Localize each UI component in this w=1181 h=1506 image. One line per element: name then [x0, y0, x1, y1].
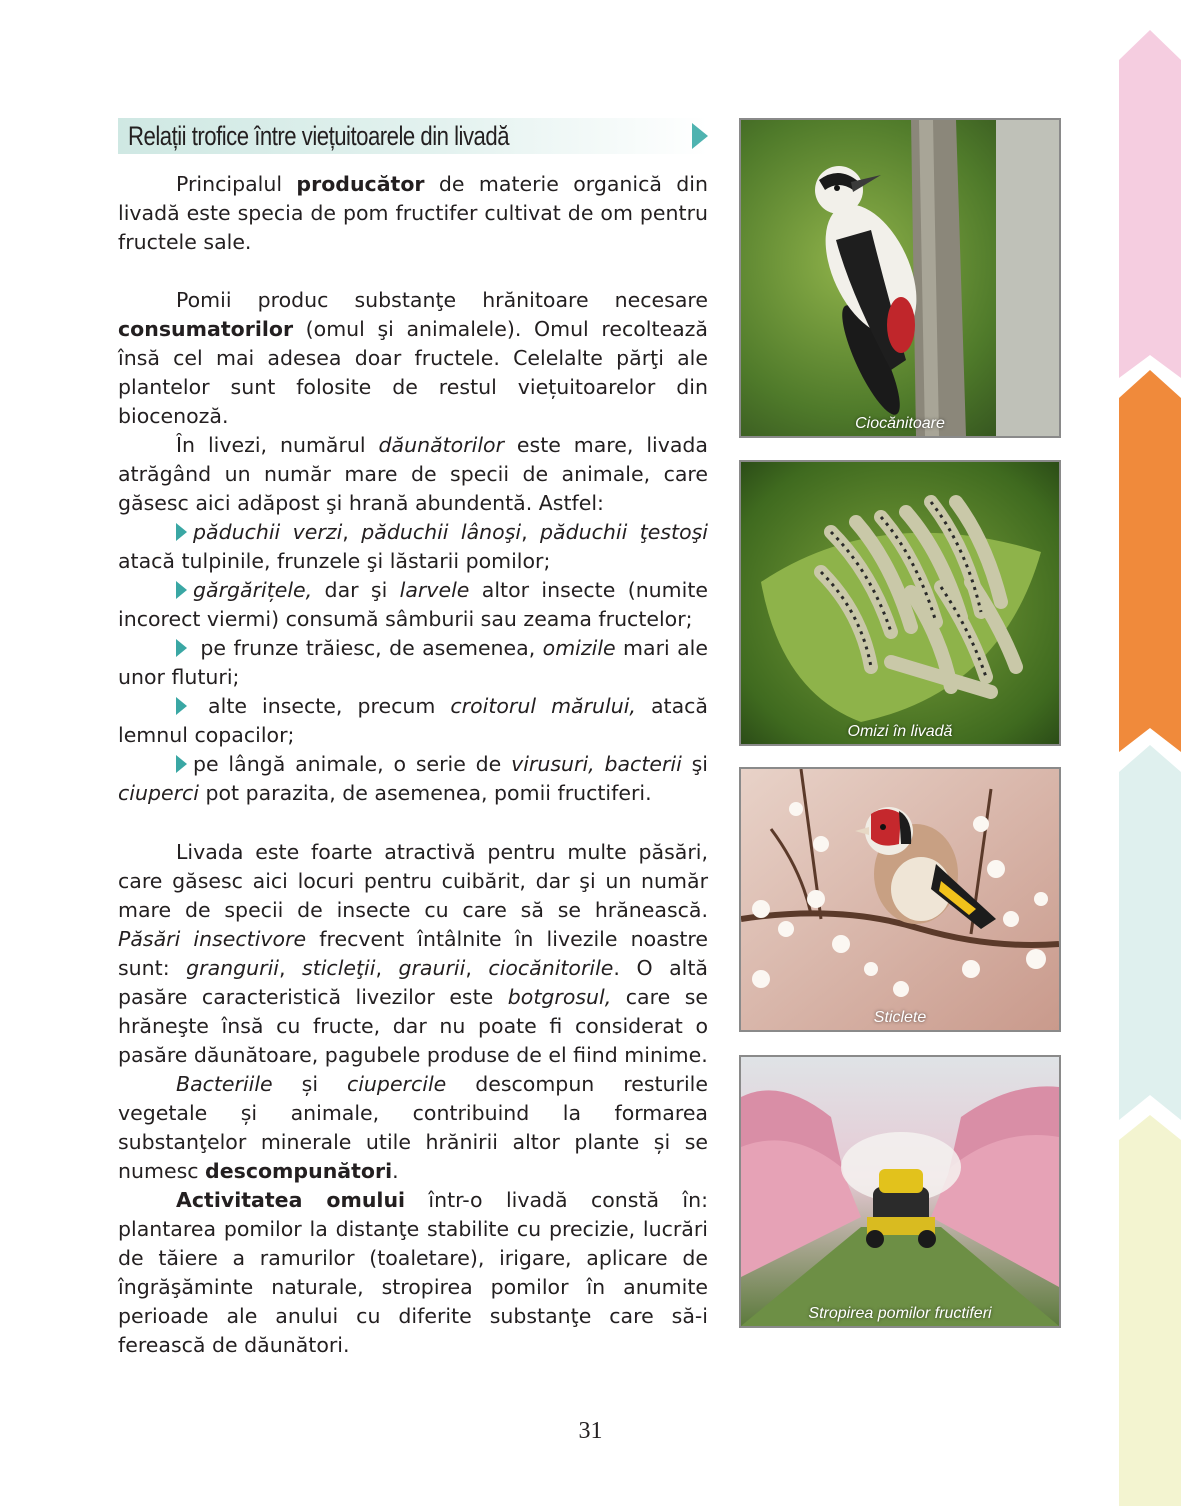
photo-spraying	[739, 1055, 1061, 1328]
photo-caption: Omizi în livadă	[847, 723, 953, 740]
paragraph-consumers: Pomii produc substanţe hrănitoare necesare consumatorilor (omul şi animalele). Omul recoltează însă cel mai adesea doar fructele. Celelalte părţi ale plantelor sunt folosite de restul viețuitoarelor din biocenoză.	[118, 288, 708, 428]
list-item: păduchii verzi, păduchii lânoşi, păduchii ţestoşi atacă tulpinile, frunzele şi lăstarii pomilor;	[118, 520, 708, 573]
list-item: alte insecte, precum croitorul mărului, atacă lemnul copacilor;	[118, 694, 708, 747]
bullet-arrow-icon	[176, 639, 187, 657]
photo-caption: Stropirea pomilor fructiferi	[808, 1305, 992, 1322]
paragraph-producer: Principalul producător de materie organică din livadă este specia de pom fructifer cultivat de om pentru fructele sale.	[118, 172, 708, 254]
photo-goldfinch	[739, 767, 1061, 1032]
list-item: pe lângă animale, o serie de virusuri, bacterii şi ciuperci pot parazita, de asemenea, pomii fructiferi.	[118, 752, 708, 805]
section-title: Relații trofice între viețuitoarele din livadă	[128, 121, 510, 151]
photo-caption: Ciocănitoare	[855, 415, 945, 432]
tab-orange	[1119, 370, 1181, 752]
photo-caterpillars	[739, 460, 1061, 746]
paragraph-birds: Livada este foarte atractivă pentru multe păsări, care găsesc aici locuri pentru cuibărit, dar şi un număr mare de specii de insecte cu care să se hrănească. Păsări insectivore frecvent întâlnite în livezile noastre sunt: grangurii, sticleţii, graurii, ciocănitorile. O altă pasăre caracteristică livezilor este botgrosul, care se hrăneşte însă cu fructe, dar nu poate fi considerat o pasăre dăunătoare, pagubele produse de el fiind minime. Bacteriile și ciupercile descompun resturile vegetale și animale, contribuind la formarea substanţelor minerale utile hrănirii altor plante și se numesc descompunători.	[118, 838, 708, 1186]
list-item: gărgărițele, dar şi larvele altor insecte (numite incorect viermi) consumă sâmburii sau zeama fructelor;	[118, 578, 708, 631]
bullet-arrow-icon	[176, 523, 187, 541]
paragraph-decomposers: Bacteriile și ciupercile descompun resturile vegetale și animale, contribuind la formarea substanţelor minerale utile hrănirii altor plante și se numesc descompunători.	[118, 1072, 708, 1183]
bullet-arrow-icon	[176, 697, 187, 715]
bullet-arrow-icon	[176, 755, 187, 773]
photo-woodpecker	[739, 118, 1061, 438]
bullet-arrow-icon	[176, 581, 187, 599]
edge-tabs	[1119, 0, 1181, 1506]
header-arrow-icon	[692, 123, 708, 149]
tab-pink	[1119, 30, 1181, 378]
tab-mint	[1119, 745, 1181, 1120]
section-header	[118, 118, 708, 154]
paragraph-pests: În livezi, numărul dăunătorilor este mare, livada atrăgând un număr mare de specii de animale, care găsesc aici adăpost şi hrană abundentă. Astfel: păduchii verzi, păduchii lânoşi, păduchii ţestoşi atacă tulpinile, frunzele şi lăstarii pomilor; gărgărițele, dar şi larvele altor insecte (numite incorect viermi) consumă sâmburii sau zeama fructelor; pe frunze trăiesc, de asemenea, omizile mari ale unor fluturi; alte insecte, precum croitorul mărului, atacă lemnul copacilor; pe lângă animale, o serie de virusuri, bacterii şi ciuperci pot parazita, de asemenea, pomii fructiferi.	[118, 431, 708, 808]
list-item: pe frunze trăiesc, de asemenea, omizile mari ale unor fluturi;	[118, 636, 708, 689]
paragraph-human-activity: Activitatea omului într-o livadă constă în: plantarea pomilor la distanţe stabilite cu precizie, lucrări de tăiere a ramurilor (toaletare), irigare, aplicare de îngrăşăminte naturale, stropirea pomilor în anumite perioade ale anului cu diferite substanţe care să-i ferească de dăunători.	[118, 1188, 708, 1357]
photo-caption: Sticlete	[873, 1009, 927, 1026]
tab-yellow	[1119, 1115, 1181, 1506]
page-number: 31	[578, 1418, 603, 1444]
